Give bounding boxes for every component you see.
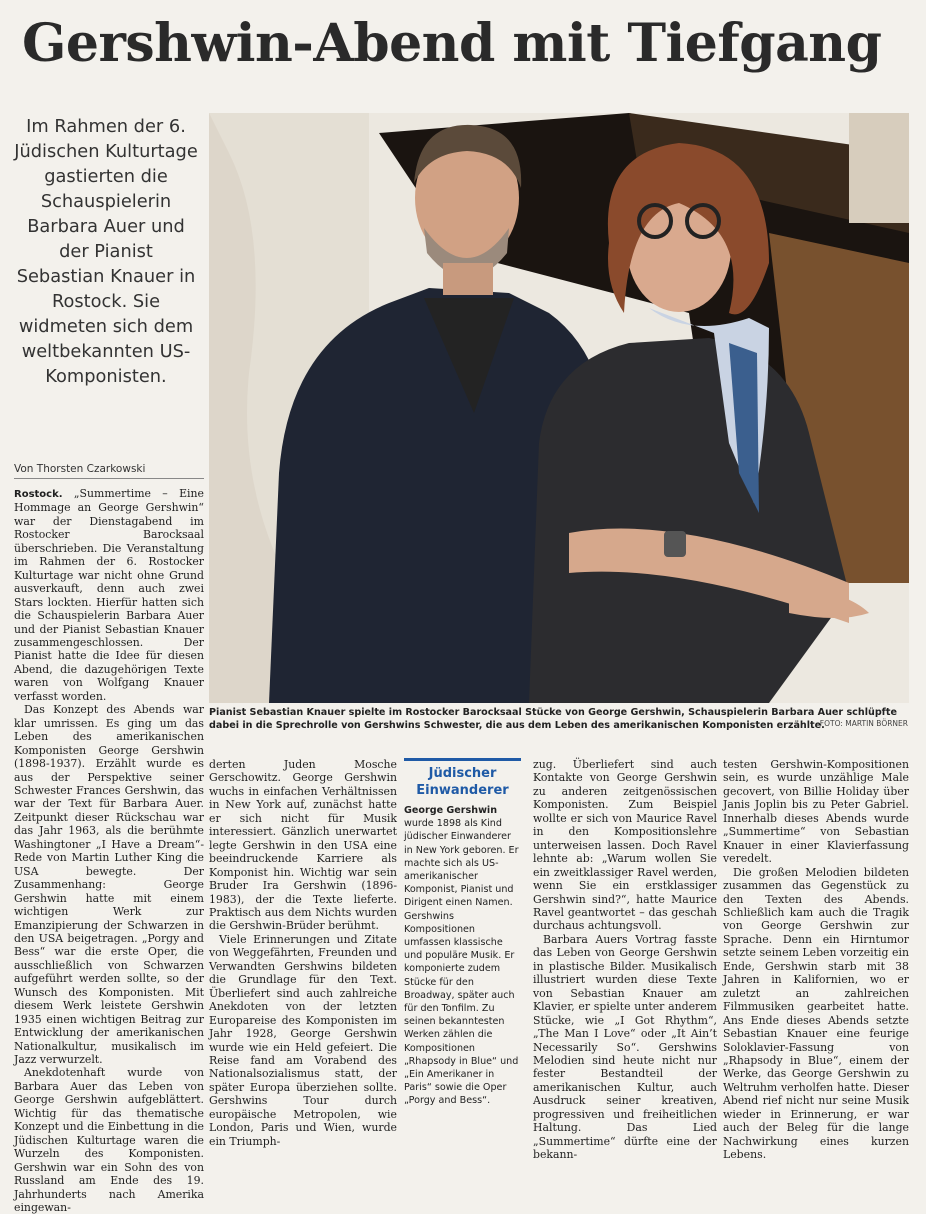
col5-paragraph-2: Die großen Melodien bildeten zusammen das Gegenstück zu den Texten des Abends. Schließlich kam auch die Tragik von George Gershwin zur Sprache. Denn ein Hirntumor setzte seinem Leben vorzeitig ein Ende, Gershwin starb mit 38 Jahren in Kalifornien, wo er zuletzt an zahlreichen Filmmusiken gearbeitet hatte. Ans Ende dieses Abends setzte Sebastian Knauer eine feurige Soloklavier-Fassung von „Rhapsody in Blue“, einem der Werke, das George Gershwin zu Weltruhm verholfen hatte. Dieser Abend rief nicht nur seine Musik wieder in Erinnerung, er war auch der Beleg für die lange Nachwirkung eines kurzen Lebens.: [723, 865, 909, 1162]
article-photo: [209, 113, 909, 703]
col1-paragraph-1: „Summertime – Eine Hommage an George Gershwin“ war der Dienstagabend im Rostocker Barocksaal überschrieben. Die Veranstaltung im Rahmen der 6. Rostocker Kulturtage war nicht ohne Grund ausverkauft, denn auch zwei Stars lockten. Hierfür hatten sich die Schauspielerin Barbara Auer und der Pianist Sebastian Knauer zusammengeschlossen. Der Pianist hatte die Idee für diesen Abend, die dazugehörigen Texte waren von Wolfgang Knauer verfasst worden.: [14, 487, 204, 703]
col2-paragraph-1: derten Juden Mosche Gerschowitz. George Gershwin wuchs in einfachen Verhältnissen in New York auf, zunächst hatte er sich nicht für Musik interessiert. Gänzlich unerwartet legte Gershwin in den USA eine beeindruckende Karriere als Komponist hin. Wichtig war sein Bruder Ira Gershwin (1896-1983), der die Texte lieferte. Praktisch aus dem Nichts wurden die Gershwin-Brüder berühmt.: [209, 758, 397, 933]
col2-paragraph-2: Viele Erinnerungen und Zitate von Weggefährten, Freunden und Verwandten Gershwins bildeten die Grundlage für den Text. Überliefert sind auch zahlreiche Anekdoten von der letzten Europareise des Komponisten im Jahr 1928, George Gershwin wurde wie ein Held gefeiert. Die Reise fand am Vorabend des Nationalsozialismus statt, der später Europa überziehen sollte. Gershwins Tour durch europäische Metropolen, wie London, Paris und Wien, wurde ein Triumph-: [209, 932, 397, 1148]
photo-illustration: [209, 113, 909, 703]
col1-paragraph-3: Anekdotenhaft wurde von Barbara Auer das Leben von George Gershwin aufgeblättert. Wichtig für das thematische Konzept und die Einbettung in die Jüdischen Kulturtage waren die Wurzeln des Komponisten. Gershwin war ein Sohn des von Russland am Ende des 19. Jahrhunderts nach Amerika eingewan-: [14, 1066, 204, 1214]
article-column-1: [14, 487, 204, 1214]
article-column-4: [533, 758, 717, 1162]
info-box-lead: George Gershwin: [404, 805, 498, 816]
teaser: Im Rahmen der 6. Jüdischen Kulturtage gastierten die Schauspielerin Barbara Auer und der Pianist Sebastian Knauer in Rostock. Sie widmeten sich dem weltbekannten US-Komponisten.: [14, 116, 198, 387]
info-box-text: [404, 804, 521, 1108]
headline: Gershwin-Abend mit Tiefgang: [22, 13, 882, 74]
byline: Von Thorsten Czarkowski: [14, 463, 146, 475]
article-column-2: [209, 758, 397, 1148]
article-column-5: [723, 758, 909, 1162]
byline-rule: [14, 478, 204, 479]
col4-paragraph-1: zug. Überliefert sind auch Kontakte von George Gershwin zu anderen zeitgenössischen Komponisten. Zum Beispiel wollte er sich von Maurice Ravel in den Kompositionslehre unterweisen lassen. Doch Ravel lehnte ab: „Warum wollen Sie ein zweitklassiger Ravel werden, wenn Sie ein erstklassiger Gershwin sind?“, hatte Maurice Ravel geantwortet – das geschah durchaus achtungsvoll.: [533, 758, 717, 933]
info-box-body: wurde 1898 als Kind jüdischer Einwanderer in New York geboren. Er machte sich als US-amerikanischer Komponist, Pianist und Dirigent einen Namen. Gershwins Kompositionen umfassen klassische und populäre Musik. Er komponierte zudem Stücke für den Broadway, später auch für den Tonfilm. Zu seinen bekanntesten Werken zählen die Kompositionen „Rhapsody in Blue“ und „Ein Amerikaner in Paris“ sowie die Oper „Porgy and Bess“.: [404, 818, 519, 1107]
dateline: Rostock.: [14, 489, 63, 500]
photo-credit: FOTO: MARTIN BÖRNER: [819, 719, 908, 728]
col1-paragraph-2: Das Konzept des Abends war klar umrissen. Es ging um das Leben des amerikanischen Komponisten George Gershwin (1898-1937). Erzählt wurde es aus der Perspektive seiner Schwester Frances Gershwin, das war der Text für Barbara Auer. Zeitpunkt dieser Rückschau war das Jahr 1963, als die berühmte Washingtoner „I Have a Dream“-Rede von Martin Luther King die USA bewegte. Der Zusammenhang: George Gershwin hatte mit einem wichtigen Werk zur Emanzipierung der Schwarzen in den USA beigetragen. „Porgy and Bess“ war die erste Oper, die ausschließlich von Schwarzen aufgeführt werden sollte, so der Wunsch des Komponisten. Mit diesem Werk leistete Gershwin 1935 einen wichtigen Beitrag zur Entwicklung der amerikanischen Nationalkultur, musikalisch im Jazz verwurzelt.: [14, 703, 204, 1067]
photo-caption: Pianist Sebastian Knauer spielte im Rostocker Barocksaal Stücke von George Gershwin, Schauspielerin Barbara Auer schlüpfte dabei in die Sprechrolle von Gershwins Schwester, die aus dem Leben des amerikanischen Komponisten erzählte.: [209, 707, 897, 731]
info-box-title: Jüdischer Einwanderer: [404, 758, 521, 799]
col5-paragraph-1: testen Gershwin-Kompositionen sein, es wurde unzählige Male gecovert, von Billie Holiday über Janis Joplin bis zu Peter Gabriel. Innerhalb dieses Abends wurde „Summertime“ von Sebastian Knauer in einer Klavierfassung veredelt.: [723, 758, 909, 866]
col4-paragraph-2: Barbara Auers Vortrag fasste das Leben von George Gershwin in plastische Bilder. Musikalisch illustriert wurden diese Texte von Sebastian Knauer am Klavier, er spielte unter anderem Stücke, wie „I Got Rhythm“, „The Man I Love“ oder „It Ain’t Necessarily So“. Gershwins Melodien sind heute nicht nur fester Bestandteil der amerikanischen Kultur, auch Ausdruck seiner kreativen, progressiven und freiheitlichen Haltung. Das Lied „Summertime“ dürfte eine der bekann-: [533, 932, 717, 1162]
info-box: [404, 758, 521, 1107]
